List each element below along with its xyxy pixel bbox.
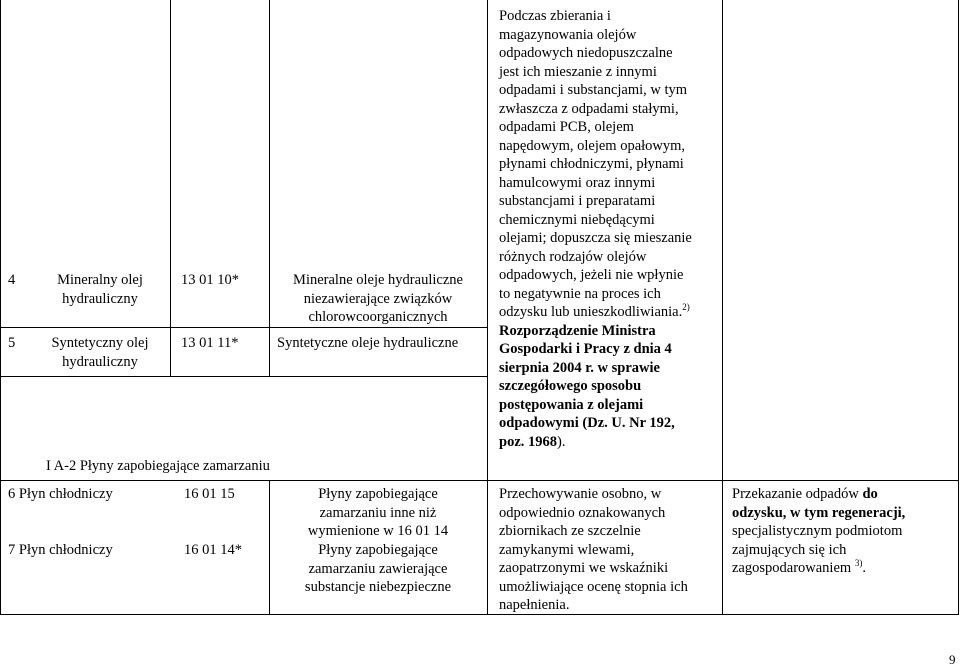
row-line-4-5 [0,327,487,328]
section-heading: I A-2 Płyny zapobiegające zamarzaniu [46,458,270,474]
footnote-marker: 3) [854,558,863,569]
row5-number: 5 [8,335,16,351]
row7-name: 7 Płyn chłodniczy [8,542,113,558]
col-divider-3 [487,0,488,614]
table-border-right [958,0,959,614]
table-border-bottom [0,614,959,615]
page-number: 9 [949,652,956,667]
row6-description: Płyny zapobiegające zamarzaniu inne niż wymienione w 16 01 14 [307,486,449,539]
row5-name: Syntetyczny olej hydrauliczny [51,335,149,370]
footnote-marker: 2) [682,302,690,313]
row4-number: 4 [8,272,16,288]
regulation-reference: Rozporządzenie Ministra Gospodarki i Pracy z dnia 4 sierpnia 2004 r. w sprawie szczegółowego sposobu postępowania z olejami odpadowymi (Dz. U. Nr 192, poz. 1968). [499,322,675,450]
storage-rules-text: Podczas zbierania i magazynowania olejów odpadowych niedopuszczalne jest ich mieszanie z innymi odpadami i substancjami, w tym zwłaszcza z odpadami stałymi, odpadami PCB, olejem napędowym, olejem opałowym, płynami chłodniczymi, płynami hamulcowymi oraz innymi substancjami i preparatami chemicznymi niebędącymi olejami; dopuszcza się mieszanie różnych rodzajów olejów odpadowych, jeżeli nie wpłynie to negatywnie na proces ich odzysku lub unieszkodliwiania.$^{2)}$ Rozporządzenie Ministra Gospodarki i Pracy z dnia 4 sierpnia 2004 r. w sprawie szczegółowego sposobu postępowania z olejami odpadowymi (Dz. U. Nr 192, poz. 1968). [499,8,692,450]
row5-code: 13 01 11* [181,335,239,351]
section-line [0,480,959,481]
coolant-transfer-text: Przekazanie odpadów do odzysku, w tym regeneracji, specjalistycznym podmiotom zajmujących się ich zagospodarowaniem $^{3)}$. [732,486,906,576]
row6-code: 16 01 15 [184,486,235,502]
row6-name: 6 Płyn chłodniczy [8,486,113,502]
coolant-storage-text: Przechowywanie osobno, w odpowiednio oznakowanych zbiornikach ze szczelnie zamykanymi wlewami, zaopatrzonymi we wskaźniki umożliwiające ocenę stopnia ich napełnienia. [499,486,688,613]
row7-description: Płyny zapobiegające zamarzaniu zawierające substancje niebezpieczne [304,542,452,595]
col-divider-4 [722,0,723,614]
table-border-left [0,0,1,614]
row4-code: 13 01 10* [181,272,239,288]
row7-code: 16 01 14* [184,542,242,558]
row5-description: Syntetyczne oleje hydrauliczne [277,335,459,351]
row-line-5-end [0,376,487,377]
row4-name: Mineralny olej hydrauliczny [57,272,143,307]
col-divider-2-bottom [269,480,270,614]
row4-description: Mineralne oleje hydrauliczne niezawierające związków chlorowcoorganicznych [293,272,463,325]
col-divider-2-top [269,0,270,376]
col-divider-1-top [170,0,171,376]
